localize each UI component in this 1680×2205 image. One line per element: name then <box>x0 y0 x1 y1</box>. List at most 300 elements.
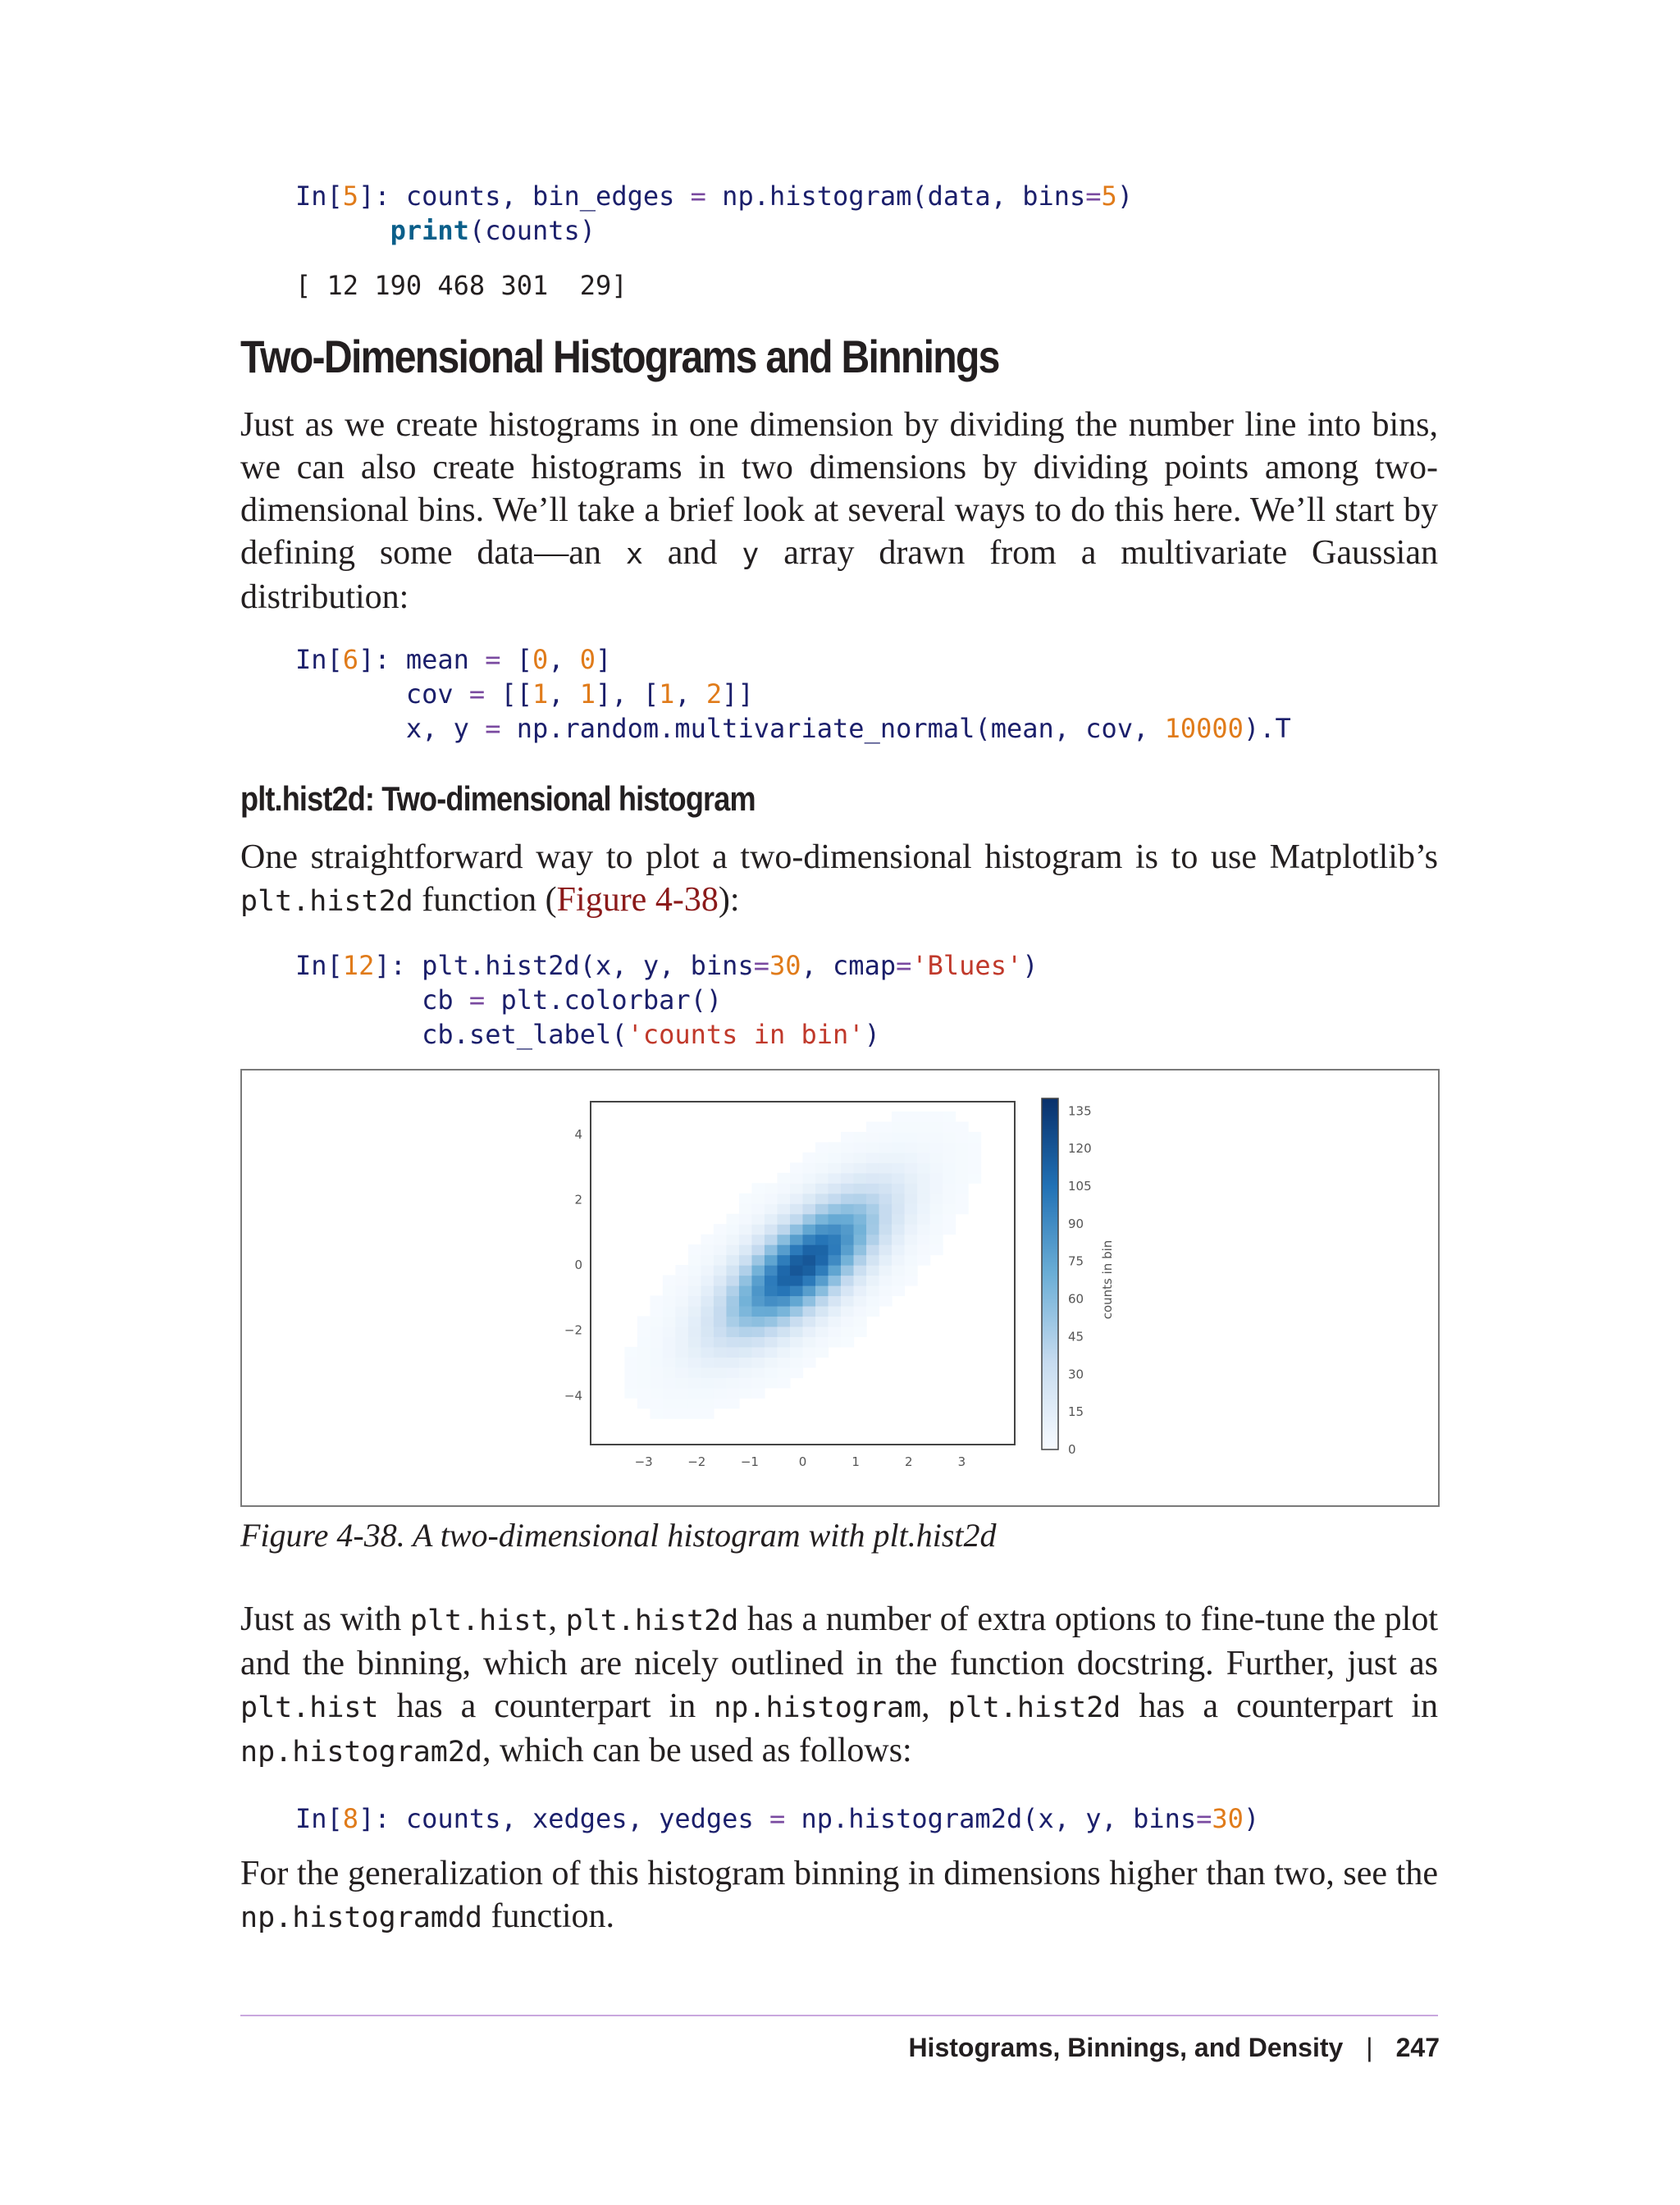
subsection-heading: plt.hist2d: Two-dimensional histogram <box>240 779 756 818</box>
heatmap-cell <box>905 1153 918 1163</box>
heatmap-cell <box>688 1357 701 1367</box>
heatmap-cell <box>688 1316 701 1326</box>
heatmap-cell <box>637 1336 651 1347</box>
heatmap-cell <box>765 1194 778 1204</box>
heatmap-cell <box>917 1255 930 1266</box>
intro-paragraph: Just as we create histograms in one dimension by dividing the number line into bins, we can also create histograms in two dimensions by dividing points among two-dimensional bins. We’ll take a brief look at several ways to do this here. We’ll start by defining some data—an x and y array drawn from a multivariate Gaussian distribution: <box>240 406 1438 616</box>
heatmap-cell <box>726 1316 739 1326</box>
heatmap-cell <box>917 1153 930 1163</box>
heatmap-cell <box>701 1336 714 1347</box>
heatmap-cell <box>777 1347 790 1358</box>
heatmap-cell <box>751 1183 765 1194</box>
heatmap-cell <box>879 1214 892 1225</box>
heatmap-cell <box>701 1367 714 1378</box>
heatmap-cell <box>854 1265 867 1276</box>
heatmap-cell <box>968 1162 981 1173</box>
heatmap-cell <box>650 1316 663 1326</box>
heatmap-cell <box>854 1183 867 1194</box>
heatmap-cell <box>714 1235 727 1245</box>
heatmap-cell <box>663 1276 676 1286</box>
heatmap-cell <box>624 1357 637 1367</box>
heatmap-cell <box>663 1388 676 1399</box>
heatmap-cell <box>739 1244 752 1255</box>
heatmap-cell <box>956 1173 969 1184</box>
heatmap-cell <box>663 1367 676 1378</box>
heatmap-cell <box>739 1214 752 1225</box>
heatmap-cell <box>917 1203 930 1214</box>
heatmap-cell <box>701 1265 714 1276</box>
heatmap-cell <box>815 1295 829 1306</box>
heatmap-cell <box>879 1285 892 1296</box>
heatmap-cell <box>943 1142 956 1153</box>
heatmap-cell <box>803 1194 816 1204</box>
heatmap-cell <box>726 1357 739 1367</box>
heatmap-cell <box>803 1162 816 1173</box>
heatmap-cell <box>917 1132 930 1143</box>
code-block-histogram: In[5]: counts, bin_edges = np.histogram(data, bins=5) print(counts) <box>295 180 1134 246</box>
heatmap-cell <box>841 1203 854 1214</box>
heatmap-cell <box>765 1183 778 1194</box>
figure-frame <box>240 1069 1440 1507</box>
heatmap-cell <box>650 1377 663 1388</box>
heatmap-cell <box>905 1194 918 1204</box>
heatmap-cell <box>930 1132 943 1143</box>
heatmap-cell <box>892 1132 905 1143</box>
heatmap-cell <box>892 1162 905 1173</box>
heatmap-cell <box>726 1388 739 1399</box>
heatmap-cell <box>892 1255 905 1266</box>
heatmap-cell <box>675 1276 688 1286</box>
heatmap-cell <box>701 1285 714 1296</box>
heatmap-cell <box>917 1183 930 1194</box>
heatmap-cell <box>688 1326 701 1337</box>
heatmap-cell <box>637 1347 651 1358</box>
heatmap-cell <box>765 1347 778 1358</box>
heatmap-cell <box>829 1244 842 1255</box>
heatmap-cell <box>751 1295 765 1306</box>
heatmap-cell <box>751 1347 765 1358</box>
heatmap-cell <box>751 1214 765 1225</box>
section-heading: Two-Dimensional Histograms and Binnings <box>240 331 999 382</box>
heatmap-cell <box>866 1265 879 1276</box>
heatmap-cell <box>714 1326 727 1337</box>
heatmap-cell <box>675 1295 688 1306</box>
heatmap-cell <box>688 1285 701 1296</box>
heatmap-cell <box>879 1173 892 1184</box>
heatmap-cell <box>777 1203 790 1214</box>
heatmap-cell <box>777 1265 790 1276</box>
y-tick-label: 0 <box>574 1258 582 1273</box>
heatmap-cell <box>701 1388 714 1399</box>
heatmap-cell <box>790 1235 803 1245</box>
hist2d-figure <box>242 1071 1438 1505</box>
heatmap-cell <box>829 1285 842 1296</box>
heatmap-cell <box>714 1336 727 1347</box>
heatmap-cell <box>854 1224 867 1235</box>
heatmap-cell <box>930 1244 943 1255</box>
heatmap-cell <box>930 1214 943 1225</box>
heatmap-cell <box>777 1367 790 1378</box>
heatmap-cell <box>751 1306 765 1317</box>
heatmap-cell <box>815 1153 829 1163</box>
heatmap-cell <box>866 1203 879 1214</box>
colorbar-ticks <box>1068 1103 1092 1457</box>
heatmap-cell <box>905 1276 918 1286</box>
heatmap-cell <box>854 1194 867 1204</box>
heatmap-cell <box>751 1194 765 1204</box>
heatmap-cell <box>688 1336 701 1347</box>
heatmap-cell <box>917 1173 930 1184</box>
heatmap-cell <box>943 1224 956 1235</box>
colorbar-tick-label: 75 <box>1068 1253 1084 1269</box>
heatmap-cell <box>879 1276 892 1286</box>
heatmap-cell <box>905 1265 918 1276</box>
heatmap-cell <box>829 1336 842 1347</box>
heatmap-cell <box>866 1255 879 1266</box>
heatmap-cell <box>866 1235 879 1245</box>
heatmap-cell <box>917 1162 930 1173</box>
heatmap-cell <box>688 1276 701 1286</box>
heatmap-cell <box>726 1235 739 1245</box>
heatmap-cell <box>790 1326 803 1337</box>
heatmap-cell <box>650 1336 663 1347</box>
heatmap-cell <box>943 1183 956 1194</box>
heatmap-cell <box>777 1295 790 1306</box>
heatmap-cell <box>803 1306 816 1317</box>
heatmap-cell <box>790 1173 803 1184</box>
heatmap-cell <box>879 1255 892 1266</box>
x-tick-label: −3 <box>634 1454 653 1469</box>
heatmap-cell <box>714 1265 727 1276</box>
heatmap-cell <box>765 1224 778 1235</box>
heatmap-cell <box>790 1306 803 1317</box>
heatmap-cell <box>917 1112 930 1122</box>
heatmap-cell <box>815 1347 829 1358</box>
heatmap-cell <box>905 1244 918 1255</box>
heatmap-cell <box>943 1194 956 1204</box>
heatmap-cell <box>879 1132 892 1143</box>
heatmap-cell <box>803 1244 816 1255</box>
heatmap-cell <box>650 1367 663 1378</box>
heatmap-cell <box>688 1306 701 1317</box>
heatmap-cell <box>930 1173 943 1184</box>
heatmap-cell <box>701 1244 714 1255</box>
heatmap-cell <box>892 1112 905 1122</box>
heatmap-cell <box>815 1285 829 1296</box>
heatmap-cell <box>841 1153 854 1163</box>
heatmap-cell <box>663 1326 676 1337</box>
heatmap-cell <box>650 1357 663 1367</box>
heatmap-cell <box>726 1285 739 1296</box>
page-footer <box>908 2033 1440 2063</box>
heatmap-cell <box>663 1398 676 1408</box>
heatmap-cell <box>714 1316 727 1326</box>
heatmap-cell <box>803 1326 816 1337</box>
colorbar-tick-label: 15 <box>1068 1404 1084 1420</box>
heatmap-cell <box>892 1235 905 1245</box>
heatmap-cell <box>968 1173 981 1184</box>
heatmap-cell <box>829 1173 842 1184</box>
heatmap-cell <box>726 1295 739 1306</box>
heatmap-cell <box>829 1316 842 1326</box>
heatmap-cell <box>892 1153 905 1163</box>
heatmap-cell <box>751 1265 765 1276</box>
colorbar-tick-label: 90 <box>1068 1216 1084 1231</box>
heatmap-cell <box>765 1214 778 1225</box>
heatmap-cell <box>866 1142 879 1153</box>
heatmap-cell <box>815 1326 829 1337</box>
heatmap-cell <box>765 1316 778 1326</box>
heatmap-cell <box>777 1357 790 1367</box>
heatmap-cell <box>714 1244 727 1255</box>
heatmap-cell <box>726 1244 739 1255</box>
heatmap-cell <box>701 1347 714 1358</box>
heatmap-cell <box>892 1224 905 1235</box>
heatmap-cell <box>751 1255 765 1266</box>
heatmap-cell <box>765 1265 778 1276</box>
heatmap-cell <box>829 1203 842 1214</box>
heatmap-cell <box>917 1244 930 1255</box>
code-block-histogram2d: In[8]: counts, xedges, yedges = np.histogram2d(x, y, bins=30) <box>295 1803 1260 1834</box>
heatmap-cell <box>650 1347 663 1358</box>
heatmap-cell <box>701 1377 714 1388</box>
heatmap-cell <box>815 1265 829 1276</box>
heatmap-cell <box>624 1367 637 1378</box>
y-tick-label: 4 <box>574 1126 582 1142</box>
heatmap-cell <box>879 1295 892 1306</box>
heatmap-cell <box>739 1295 752 1306</box>
heatmap-cell <box>714 1367 727 1378</box>
heatmap-cell <box>879 1194 892 1204</box>
heatmap-cell <box>765 1255 778 1266</box>
heatmap-cell <box>739 1347 752 1358</box>
heatmap-cell <box>751 1316 765 1326</box>
heatmap-cell <box>930 1224 943 1235</box>
heatmap-cell <box>854 1153 867 1163</box>
heatmap-cell <box>854 1142 867 1153</box>
colorbar-tick-label: 135 <box>1068 1103 1092 1119</box>
heatmap-cell <box>866 1244 879 1255</box>
y-tick-label: −2 <box>564 1322 582 1338</box>
heatmap-cell <box>815 1162 829 1173</box>
heatmap-cell <box>777 1235 790 1245</box>
heatmap-cell <box>892 1214 905 1225</box>
heatmap-cell <box>943 1112 956 1122</box>
heatmap-cell <box>854 1214 867 1225</box>
heatmap-cell <box>815 1173 829 1184</box>
code-block-data: In[6]: mean = [0, 0] cov = [[1, 1], [1, 2]] x, y = np.random.multivariate_normal(mean, cov, 10000).T <box>295 644 1291 744</box>
heatmap-cell <box>777 1377 790 1388</box>
heatmap-cell <box>675 1377 688 1388</box>
heatmap-cell <box>930 1194 943 1204</box>
heatmap-cell <box>726 1265 739 1276</box>
heatmap-cell <box>675 1285 688 1296</box>
heatmap-cell <box>790 1214 803 1225</box>
heatmap-cell <box>956 1162 969 1173</box>
heatmap-cell <box>829 1276 842 1286</box>
heatmap-cell <box>637 1316 651 1326</box>
hist2d-paragraph: One straightforward way to plot a two-dimensional histogram is to use Matplotlib’s plt.hist2d function (Figure 4-38): <box>240 838 1438 919</box>
heatmap-cell <box>739 1326 752 1337</box>
heatmap-cell <box>841 1132 854 1143</box>
heatmap-cell <box>624 1347 637 1358</box>
figure-link[interactable]: Figure 4-38 <box>556 881 719 919</box>
heatmap-cell <box>841 1265 854 1276</box>
heatmap-cell <box>751 1326 765 1337</box>
heatmap-cell <box>777 1276 790 1286</box>
heatmap-cell <box>675 1326 688 1337</box>
page-number: 247 <box>1395 2033 1440 2062</box>
heatmap-cell <box>803 1295 816 1306</box>
code-output: [ 12 190 468 301 29] <box>295 270 628 301</box>
heatmap-cell <box>726 1276 739 1286</box>
heatmap-cell <box>650 1408 663 1419</box>
heatmap-cell <box>905 1132 918 1143</box>
heatmap-cell <box>866 1295 879 1306</box>
options-paragraph: Just as with plt.hist, plt.hist2d has a number of extra options to fine-tune the plot and the binning, which are nicely outlined in the function docstring. Further, just as plt.hist has a counterpart in np.histogram, plt.hist2d has a counterpart in np.histogram2d, which can be used as follows: <box>240 1600 1438 1769</box>
heatmap-cell <box>803 1316 816 1326</box>
heatmap-cell <box>892 1183 905 1194</box>
heatmap-cell <box>829 1306 842 1317</box>
heatmap-cell <box>815 1336 829 1347</box>
heatmap-cell <box>803 1203 816 1214</box>
heatmap-cell <box>829 1194 842 1204</box>
generalization-paragraph: For the generalization of this histogram binning in dimensions higher than two, see the np.histogramdd function. <box>240 1855 1438 1935</box>
heatmap-cell <box>751 1377 765 1388</box>
heatmap-cell <box>751 1285 765 1296</box>
heatmap-cell <box>841 1224 854 1235</box>
heatmap-cell <box>815 1276 829 1286</box>
heatmap-cell <box>751 1244 765 1255</box>
heatmap-cell <box>930 1142 943 1153</box>
heatmap-cell <box>905 1162 918 1173</box>
heatmap-cell <box>892 1276 905 1286</box>
colorbar-tick-label: 120 <box>1068 1141 1092 1157</box>
heatmap-cell <box>866 1162 879 1173</box>
heatmap-cell <box>943 1132 956 1143</box>
heatmap-cell <box>790 1203 803 1214</box>
heatmap-cell <box>815 1316 829 1326</box>
heatmap-cell <box>841 1183 854 1194</box>
heatmap-cell <box>714 1276 727 1286</box>
heatmap-cell <box>714 1306 727 1317</box>
heatmap-cell <box>866 1183 879 1194</box>
heatmap-cell <box>790 1265 803 1276</box>
heatmap-cell <box>765 1377 778 1388</box>
heatmap-cell <box>688 1255 701 1266</box>
heatmap-cell <box>905 1121 918 1132</box>
heatmap-cell <box>714 1295 727 1306</box>
heatmap-cell <box>688 1347 701 1358</box>
heatmap-cell <box>879 1235 892 1245</box>
heatmap-cell <box>675 1388 688 1399</box>
x-axis-ticks <box>635 1454 966 1469</box>
heatmap-cell <box>854 1244 867 1255</box>
heatmap-cell <box>803 1255 816 1266</box>
heatmap-cell <box>663 1295 676 1306</box>
heatmap-cell <box>675 1408 688 1419</box>
heatmap-cell <box>701 1316 714 1326</box>
heatmap-cell <box>968 1132 981 1143</box>
footer-rule <box>240 2015 1438 2016</box>
colorbar-tick-label: 60 <box>1068 1291 1084 1307</box>
heatmap-cell <box>675 1265 688 1276</box>
heatmap-cell <box>956 1183 969 1194</box>
heatmap-cell <box>803 1347 816 1358</box>
x-tick-label: −1 <box>740 1454 759 1469</box>
heatmap-cell <box>892 1121 905 1132</box>
heatmap-cell <box>739 1194 752 1204</box>
heatmap-cell <box>943 1153 956 1163</box>
heatmap-cell <box>866 1173 879 1184</box>
heatmap-cell <box>790 1255 803 1266</box>
heatmap-cell <box>841 1173 854 1184</box>
heatmap-cell <box>917 1235 930 1245</box>
x-tick-label: 2 <box>904 1454 913 1469</box>
heatmap-cell <box>777 1336 790 1347</box>
heatmap-cell <box>879 1162 892 1173</box>
heatmap-cell <box>815 1306 829 1317</box>
heatmap-cell <box>879 1142 892 1153</box>
heatmap-cell <box>675 1306 688 1317</box>
heatmap-cell <box>739 1276 752 1286</box>
heatmap-cell <box>739 1306 752 1317</box>
heatmap-cell <box>663 1377 676 1388</box>
heatmap-cell <box>866 1306 879 1317</box>
heatmap-cell <box>790 1357 803 1367</box>
heatmap-cell <box>892 1203 905 1214</box>
heatmap-cell <box>866 1285 879 1296</box>
heatmap-cell <box>790 1194 803 1204</box>
heatmap-cell <box>943 1214 956 1225</box>
heatmap-cell <box>841 1142 854 1153</box>
heatmap-cell <box>815 1214 829 1225</box>
heatmap-cell <box>765 1285 778 1296</box>
heatmap-cell <box>790 1295 803 1306</box>
heatmap-cell <box>841 1194 854 1204</box>
heatmap-cell <box>854 1173 867 1184</box>
heatmap-cell <box>701 1398 714 1408</box>
heatmap-cell <box>790 1347 803 1358</box>
heatmap-cell <box>650 1388 663 1399</box>
heatmap-cell <box>892 1285 905 1296</box>
heatmap-cell <box>815 1183 829 1194</box>
heatmap-cell <box>688 1244 701 1255</box>
colorbar-label: counts in bin <box>1100 1239 1115 1320</box>
heatmap-cell <box>803 1173 816 1184</box>
heatmap-cell <box>777 1255 790 1266</box>
heatmap-cell <box>790 1183 803 1194</box>
heatmap-cell <box>841 1295 854 1306</box>
heatmap-cell <box>765 1357 778 1367</box>
heatmap-cell <box>956 1121 969 1132</box>
heatmap-cell <box>829 1183 842 1194</box>
heatmap-cell <box>866 1153 879 1163</box>
heatmap-cell <box>854 1203 867 1214</box>
heatmap-cell <box>854 1235 867 1245</box>
colorbar-tick-label: 45 <box>1068 1329 1084 1344</box>
heatmap-cell <box>739 1357 752 1367</box>
heatmap-cell <box>688 1388 701 1399</box>
footer-separator: | <box>1366 2033 1373 2062</box>
heatmap-cell <box>751 1203 765 1214</box>
heatmap-cell <box>637 1357 651 1367</box>
heatmap-cell <box>866 1276 879 1286</box>
heatmap-cell <box>739 1265 752 1276</box>
figure-caption: Figure 4-38. A two-dimensional histogram with plt.hist2d <box>240 1517 997 1554</box>
heatmap-cell <box>917 1224 930 1235</box>
heatmap-cell <box>714 1347 727 1358</box>
